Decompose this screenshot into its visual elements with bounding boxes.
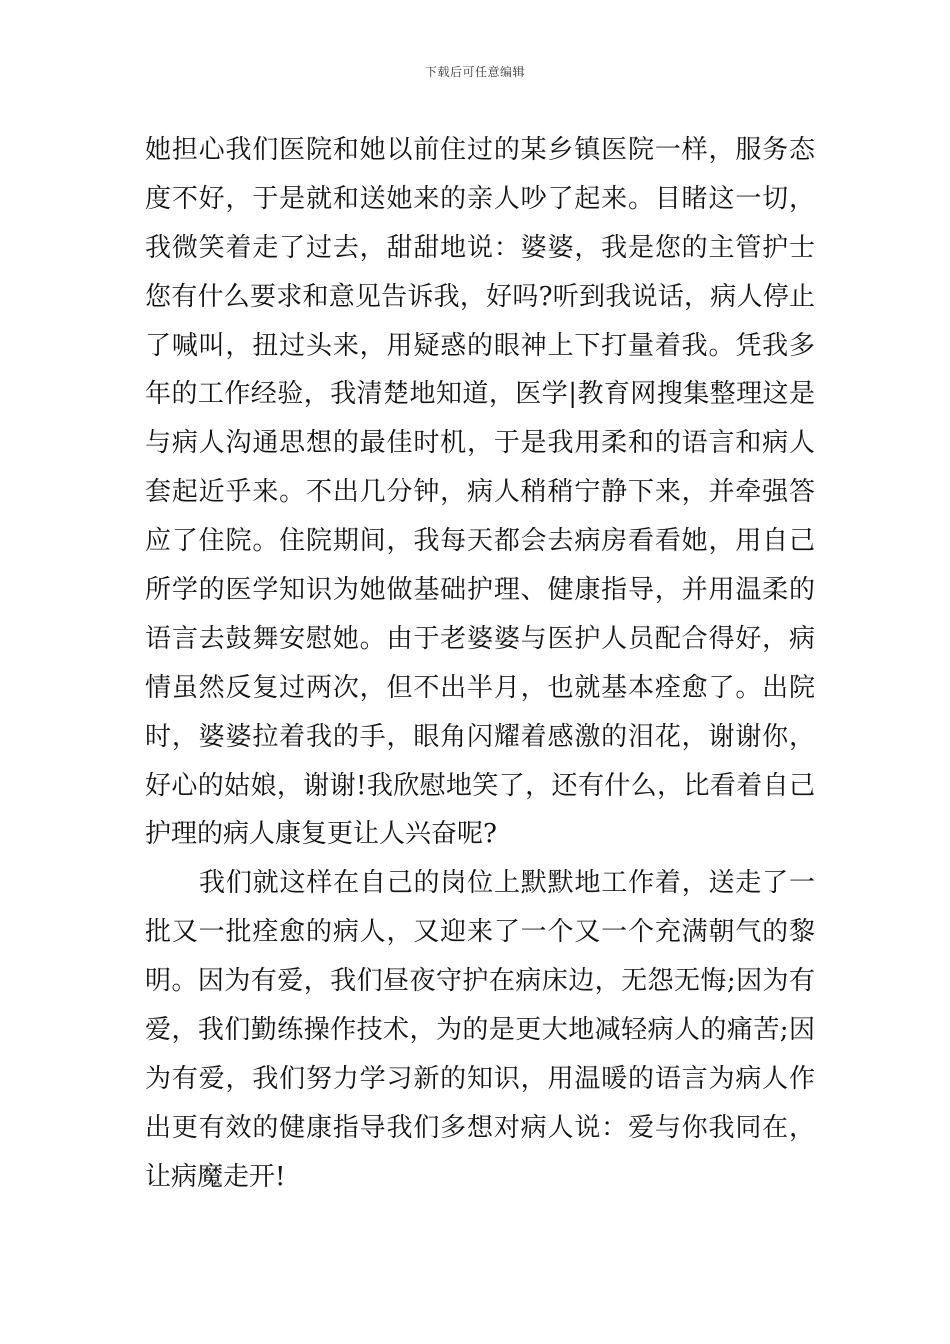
text-line: 护理的病人康复更让人兴奋呢?	[145, 819, 497, 850]
text-line: 与病人沟通思想的最佳时机，于是我用柔和的语言和病人	[145, 428, 815, 459]
text-line: 爱，我们勤练操作技术，为的是更大地减轻病人的痛苦;因	[145, 1015, 815, 1046]
text-line: 她担心我们医院和她以前住过的某乡镇医院一样，服务态	[145, 135, 815, 165]
text-line: 了喊叫，扭过头来，用疑惑的眼神上下打量着我。凭我多	[145, 330, 815, 361]
paragraph-1	[145, 126, 815, 859]
text-line: 应了住院。住院期间，我每天都会去病房看看她，用自己	[145, 526, 815, 557]
text-line: 让病魔走开!	[145, 1161, 286, 1192]
text-line: 我微笑着走了过去，甜甜地说：婆婆，我是您的主管护士	[145, 232, 815, 263]
text-line: 套起近乎来。不出几分钟，病人稍稍宁静下来，并牵强答	[145, 477, 815, 508]
text-line: 语言去鼓舞安慰她。由于老婆婆与医护人员配合得好，病	[145, 623, 815, 654]
text-line: 批又一批痊愈的病人，又迎来了一个又一个充满朝气的黎	[145, 917, 815, 948]
text-line: 您有什么要求和意见告诉我，好吗?听到我说话，病人停止	[145, 281, 815, 312]
document-body	[145, 126, 815, 1202]
text-line: 出更有效的健康指导我们多想对病人说：爱与你我同在，	[145, 1112, 815, 1143]
text-line: 年的工作经验，我清楚地知道，医学|教育网搜集整理这是	[145, 379, 815, 410]
text-line: 所学的医学知识为她做基础护理、健康指导，并用温柔的	[145, 575, 815, 606]
paragraph-2	[145, 859, 815, 1201]
page-header: 下载后可任意编辑	[424, 65, 525, 79]
text-line: 度不好，于是就和送她来的亲人吵了起来。目睹这一切，	[145, 183, 815, 214]
text-line: 好心的姑娘，谢谢!我欣慰地笑了，还有什么，比看着自己	[145, 770, 815, 801]
text-line: 我们就这样在自己的岗位上默默地工作着，送走了一	[199, 868, 815, 899]
text-line: 为有爱，我们努力学习新的知识，用温暖的语言为病人作	[145, 1063, 815, 1094]
text-line: 情虽然反复过两次，但不出半月，也就基本痊愈了。出院	[145, 672, 815, 703]
text-line: 时，婆婆拉着我的手，眼角闪耀着感激的泪花，谢谢你，	[145, 721, 815, 752]
text-line: 明。因为有爱，我们昼夜守护在病床边，无怨无悔;因为有	[145, 966, 815, 997]
